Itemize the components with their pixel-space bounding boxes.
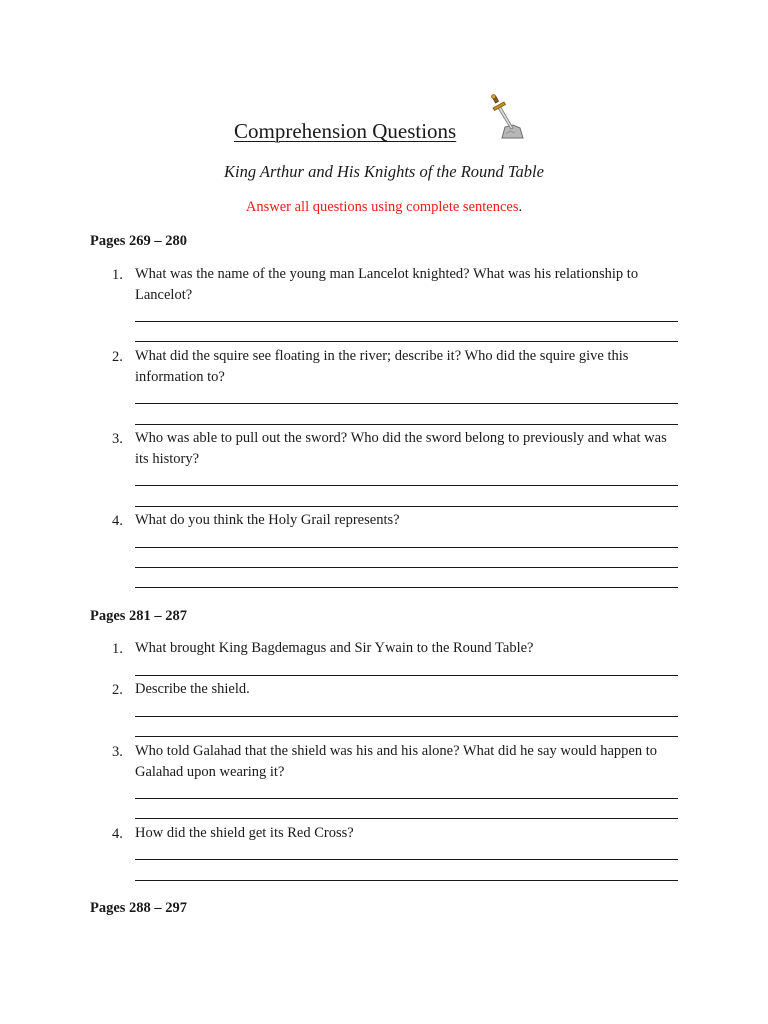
page-subtitle: King Arthur and His Knights of the Round Table [224, 162, 544, 181]
instruction-red-text: Answer all questions using complete sentences [245, 199, 519, 215]
answer-line[interactable] [135, 506, 678, 507]
section-heading: Pages 269 – 280 [90, 233, 188, 249]
answer-line[interactable] [135, 587, 678, 588]
page-title: Comprehension Questions [234, 119, 457, 143]
question-text: What do you think the Holy Grail represents? [135, 512, 400, 528]
question-text: Who was able to pull out the sword? Who did the sword belong to previously and what was its history? [135, 430, 667, 467]
answer-line[interactable] [135, 798, 678, 799]
question-number: 3. [112, 744, 123, 760]
answer-line[interactable] [135, 818, 678, 819]
question-text: What was the name of the young man Lancelot knighted? What was his relationship to Lancelot? [135, 266, 639, 303]
answer-line[interactable] [135, 321, 678, 322]
answer-line[interactable] [135, 424, 678, 425]
question-number: 2. [112, 682, 123, 698]
sword-in-stone-icon [486, 94, 526, 140]
instruction-period: . [518, 199, 523, 215]
section-heading: Pages 281 – 287 [90, 608, 188, 624]
answer-line[interactable] [135, 736, 678, 737]
question-number: 3. [112, 431, 123, 447]
answer-line[interactable] [135, 341, 678, 342]
question-number: 1. [112, 267, 123, 283]
question-number: 4. [112, 513, 123, 529]
answer-line[interactable] [135, 403, 678, 404]
answer-line[interactable] [135, 675, 678, 676]
question-text: Describe the shield. [135, 681, 250, 697]
question-text: How did the shield get its Red Cross? [135, 825, 354, 841]
answer-line[interactable] [135, 716, 678, 717]
question-number: 2. [112, 349, 123, 365]
answer-line[interactable] [135, 567, 678, 568]
instruction-text [0, 198, 768, 216]
answer-line[interactable] [135, 485, 678, 486]
answer-line[interactable] [135, 547, 678, 548]
title-row [0, 92, 768, 143]
question-number: 4. [112, 826, 123, 842]
question-number: 1. [112, 641, 123, 657]
answer-line[interactable] [135, 859, 678, 860]
question-text: What brought King Bagdemagus and Sir Ywain to the Round Table? [135, 640, 534, 656]
question-text: What did the squire see floating in the river; describe it? Who did the squire give this information to? [135, 348, 629, 385]
section-heading: Pages 288 – 297 [90, 900, 188, 916]
question-text: Who told Galahad that the shield was his and his alone? What did he say would happen to Galahad upon wearing it? [135, 743, 658, 780]
answer-line[interactable] [135, 880, 678, 881]
